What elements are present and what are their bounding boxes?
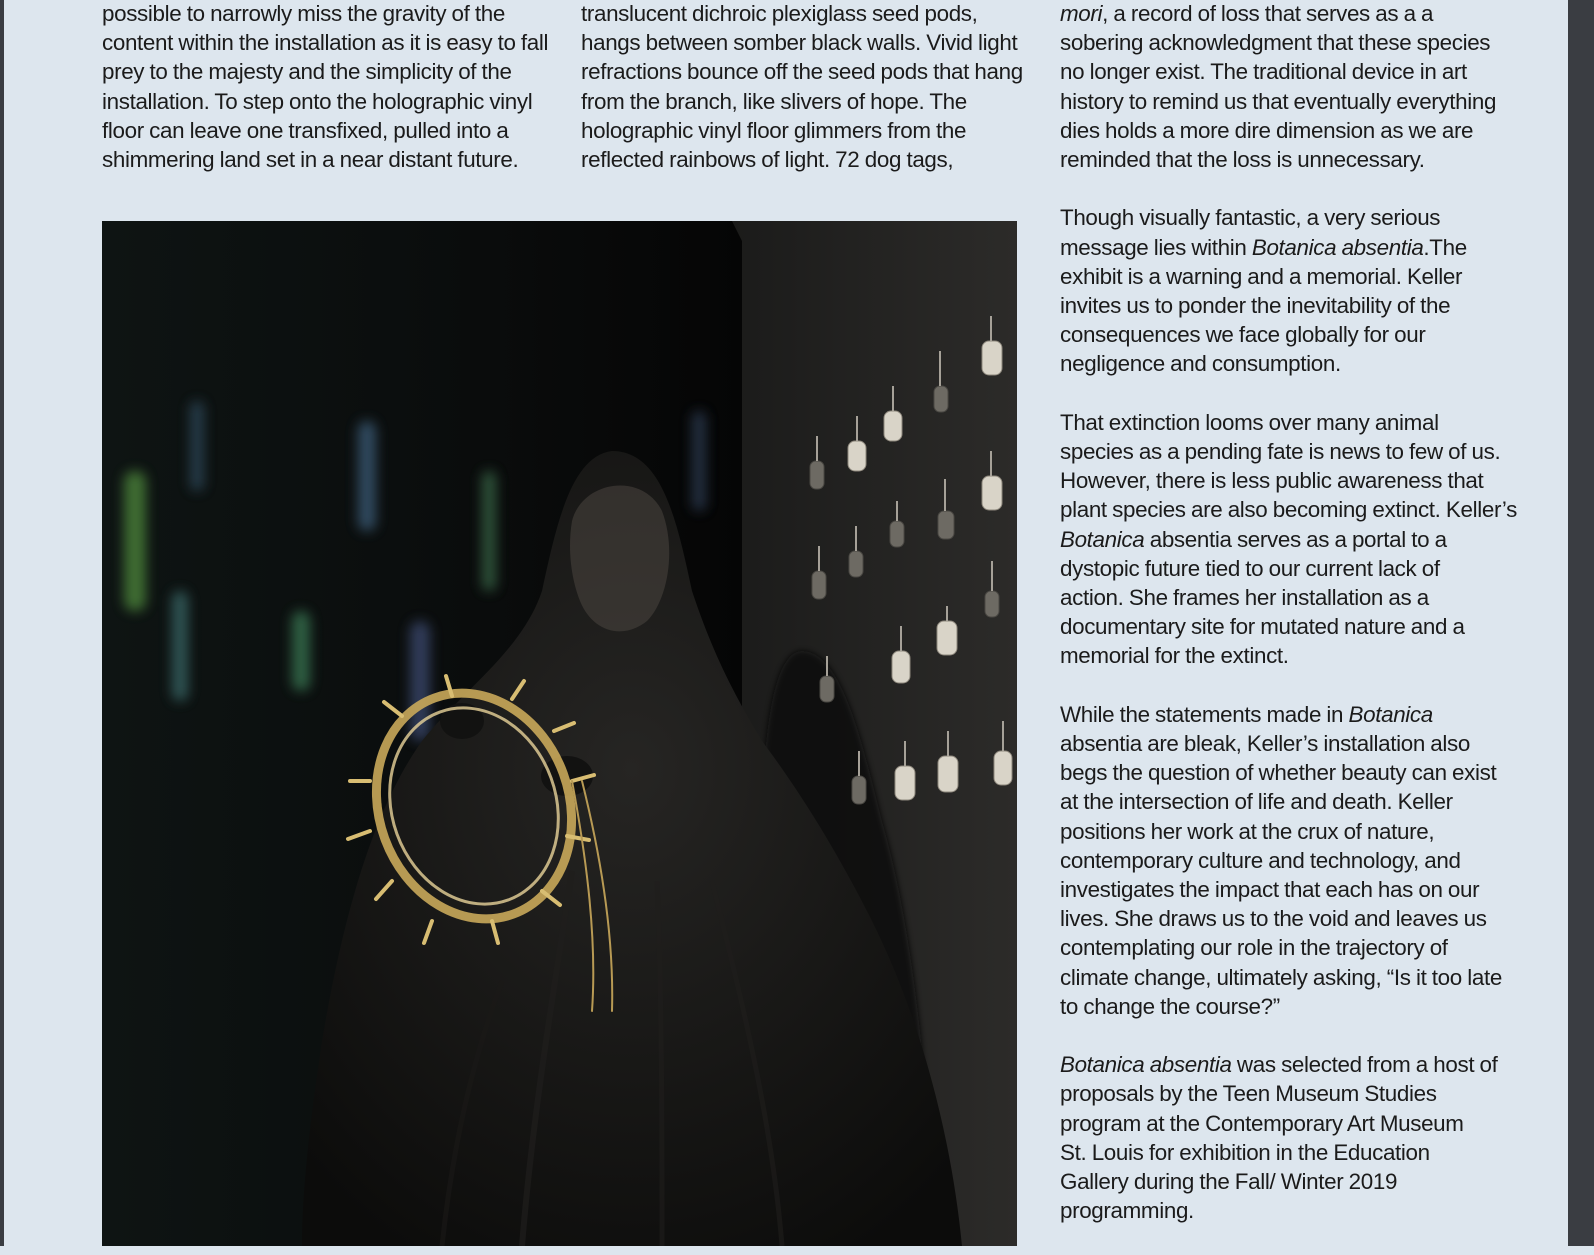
italic-title: Botanica absentia xyxy=(1060,1052,1232,1078)
text-line: St. Louis for exhibition in the Education xyxy=(1060,1139,1430,1165)
left-edge-bar xyxy=(0,0,4,1246)
text-line: lives. She draws us to the void and leaves us xyxy=(1060,906,1487,932)
italic-term: mori xyxy=(1060,1,1103,26)
photo-illustration xyxy=(102,221,1017,1246)
text-line: programming. xyxy=(1060,1198,1194,1224)
text-line: memorial for the extinct. xyxy=(1060,643,1289,669)
text-line: species as a pending fate is news to few of us. xyxy=(1060,439,1501,465)
text-line: proposals by the Teen Museum Studies xyxy=(1060,1081,1437,1107)
text-line: holographic vinyl floor glimmers from the xyxy=(581,117,967,143)
paragraph-serious-message xyxy=(1060,203,1520,378)
paragraph-selection xyxy=(1060,1050,1520,1225)
text-line: shimmering land set in a near distant future. xyxy=(102,147,519,173)
text-line: to change the course?” xyxy=(1060,993,1280,1019)
text-line: at the intersection of life and death. Keller xyxy=(1060,789,1453,815)
text-line: from the branch, like slivers of hope. The xyxy=(581,88,967,114)
text-line: floor can leave one transfixed, pulled into a xyxy=(102,117,509,143)
text-line: climate change, ultimately asking, “Is it too late xyxy=(1060,964,1502,990)
text-column-1 xyxy=(102,0,552,174)
text-span: .The xyxy=(1423,234,1467,260)
text-line: dies holds a more dire dimension as we are xyxy=(1060,117,1474,143)
text-line xyxy=(1060,700,1520,729)
text-line: reflected rainbows of light. 72 dog tags, xyxy=(581,147,954,173)
text-line: contemplating our role in the trajectory of xyxy=(1060,935,1448,961)
italic-title: Botanica xyxy=(1348,701,1433,727)
italic-title: Botanica xyxy=(1060,526,1145,552)
paragraph-memento-mori xyxy=(1060,0,1520,174)
text-line: no longer exist. The traditional device in art xyxy=(1060,59,1467,85)
text-line: contemporary culture and technology, and xyxy=(1060,847,1461,873)
text-span: was selected from a host of xyxy=(1231,1052,1498,1078)
text-line: hangs between somber black walls. Vivid light xyxy=(581,30,1018,56)
text-line: content within the installation as it is easy to fall xyxy=(102,30,549,56)
installation-photograph xyxy=(102,221,1017,1246)
text-line: documentary site for mutated nature and a xyxy=(1060,614,1465,640)
text-line: negligence and consumption. xyxy=(1060,351,1341,377)
text-line: action. She frames her installation as a xyxy=(1060,585,1429,611)
text-line: sobering acknowledgment that these species xyxy=(1060,30,1491,56)
text-column-3 xyxy=(1060,0,1520,1255)
text-span: , a record of loss that serves as a a xyxy=(1102,1,1434,26)
text-column-2 xyxy=(581,0,1031,174)
text-line xyxy=(1060,233,1520,262)
right-edge-bar xyxy=(1568,0,1594,1246)
text-line: program at the Contemporary Art Museum xyxy=(1060,1110,1464,1136)
text-line: refractions bounce off the seed pods that hang xyxy=(581,59,1023,85)
text-line: However, there is less public awareness that xyxy=(1060,468,1484,494)
text-line: invites us to ponder the inevitability of the xyxy=(1060,293,1451,319)
text-line xyxy=(1060,525,1520,554)
italic-title: Botanica absentia xyxy=(1251,234,1424,260)
text-line xyxy=(1060,0,1520,28)
text-line: possible to narrowly miss the gravity of the xyxy=(102,1,505,26)
text-line: prey to the majesty and the simplicity of the xyxy=(102,59,512,85)
text-span: While the statements made in xyxy=(1060,701,1349,727)
paragraph-beauty-question xyxy=(1060,700,1520,1021)
text-line: absentia are bleak, Keller’s installation also xyxy=(1060,731,1470,757)
paragraph-extinction xyxy=(1060,408,1520,671)
text-span: absentia serves as a portal to a xyxy=(1144,526,1447,552)
text-line xyxy=(1060,1050,1520,1079)
text-line: positions her work at the crux of nature, xyxy=(1060,818,1435,844)
text-line: Gallery during the Fall/ Winter 2019 xyxy=(1060,1169,1398,1195)
text-line: history to remind us that eventually everything xyxy=(1060,88,1497,114)
text-line: translucent dichroic plexiglass seed pods, xyxy=(581,1,978,26)
text-line: consequences we face globally for our xyxy=(1060,322,1426,348)
text-line: exhibit is a warning and a memorial. Keller xyxy=(1060,263,1463,289)
text-line: reminded that the loss is unnecessary. xyxy=(1060,147,1425,173)
text-line: investigates the impact that each has on our xyxy=(1060,877,1480,903)
text-line: installation. To step onto the holographic vinyl xyxy=(102,88,533,114)
text-span: message lies within xyxy=(1060,234,1252,260)
text-line: That extinction looms over many animal xyxy=(1060,409,1439,435)
text-line: plant species are also becoming extinct. Keller’s xyxy=(1060,497,1517,523)
text-line: Though visually fantastic, a very serious xyxy=(1060,205,1441,231)
text-line: dystopic future tied to our current lack of xyxy=(1060,555,1440,581)
text-line: begs the question of whether beauty can exist xyxy=(1060,760,1497,786)
